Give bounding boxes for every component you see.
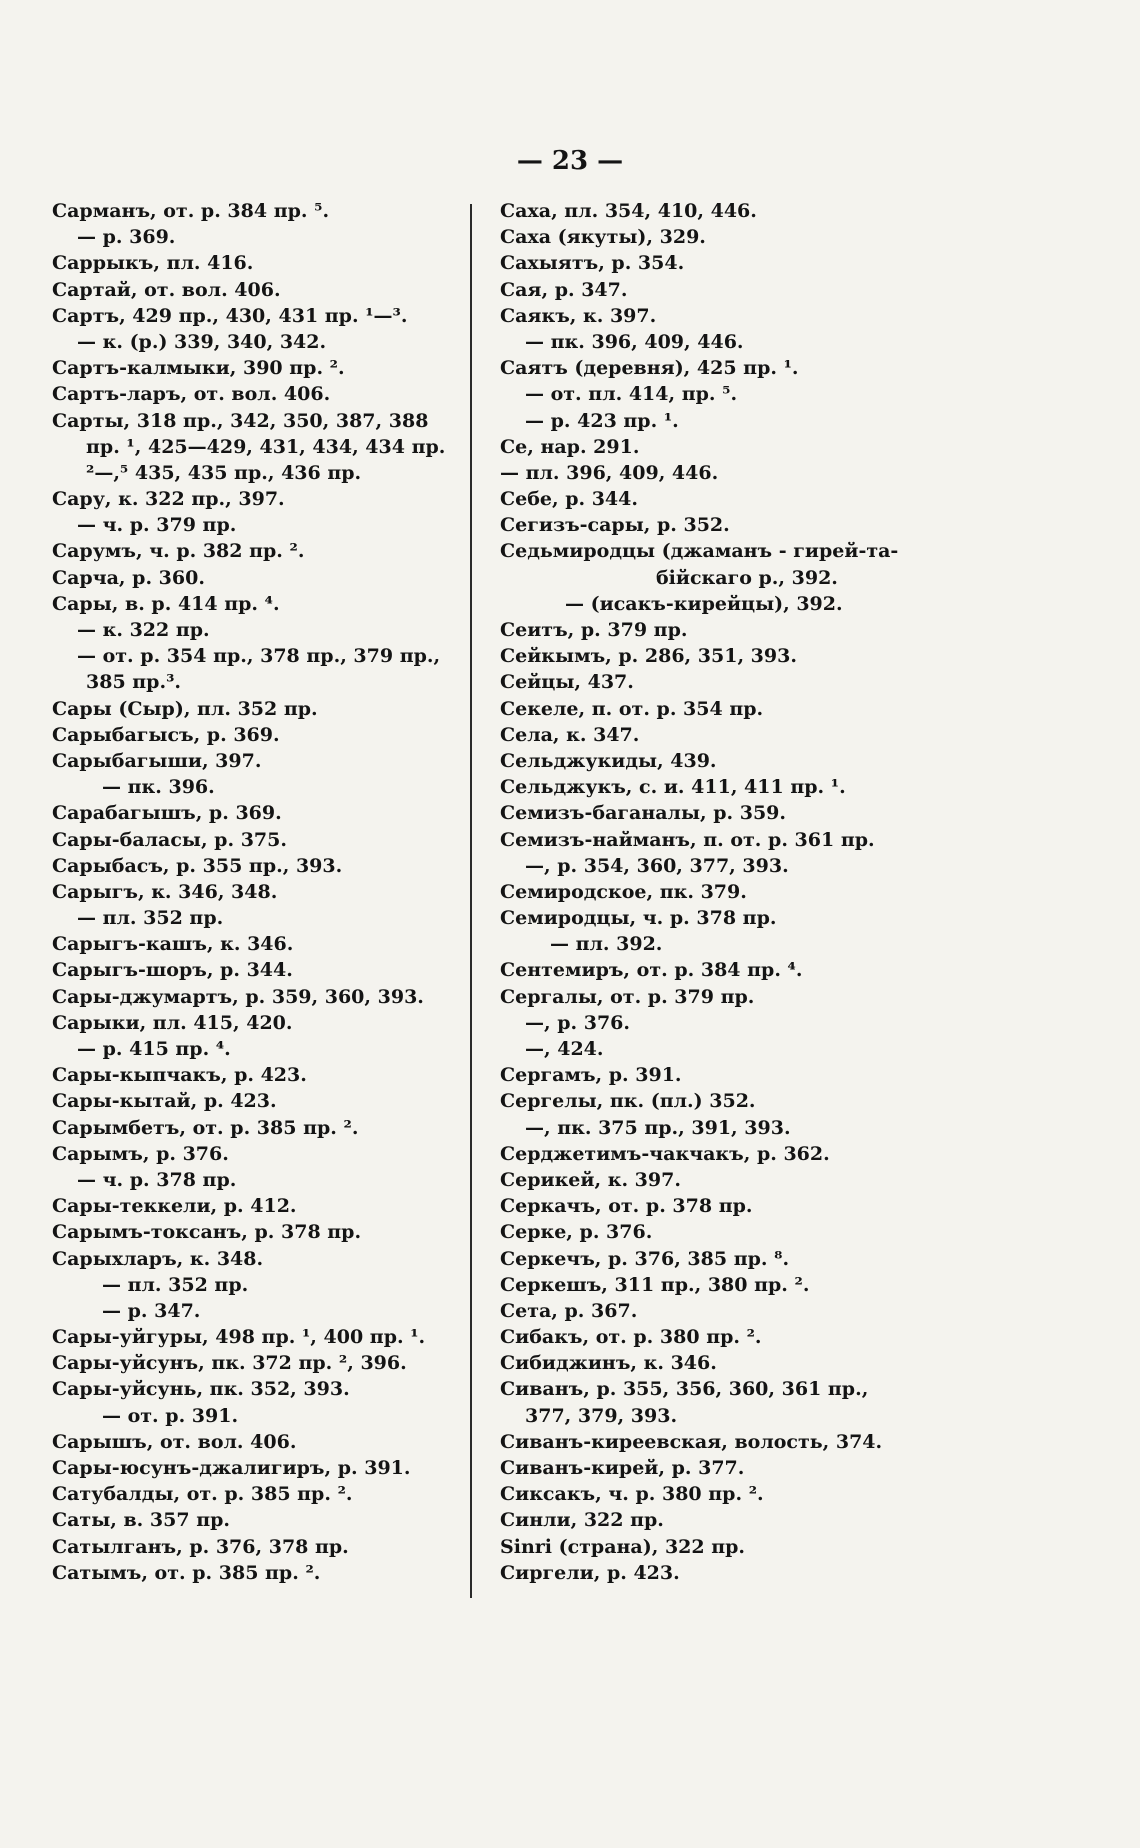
index-entry: Сары, в. р. 414 пр. ⁴.	[52, 592, 280, 615]
index-entry: Семизъ-найманъ, п. от. р. 361 пр.	[500, 828, 875, 851]
index-entry: Сарыбагысъ, р. 369.	[52, 723, 280, 746]
index-entry: Серкечъ, р. 376, 385 пр. ⁸.	[500, 1247, 790, 1270]
left-column	[52, 198, 460, 1586]
index-entry: — р. 423 пр. ¹.	[525, 409, 679, 432]
index-entry: Сары-уйсунъ, пк. 372 пр. ², 396.	[52, 1352, 407, 1375]
index-entry: Сары (Сыр), пл. 352 пр.	[52, 697, 318, 720]
index-entry: —, р. 354, 360, 377, 393.	[525, 854, 789, 877]
index-entry: Сартъ-калмыки, 390 пр. ².	[52, 357, 345, 380]
index-entry: —, р. 376.	[525, 1011, 631, 1034]
index-entry: Сарча, р. 360.	[52, 566, 205, 589]
index-entry: Сары-уйгуры, 498 пр. ¹, 400 пр. ¹.	[52, 1326, 426, 1349]
index-entry: Саятъ (деревня), 425 пр. ¹.	[500, 357, 799, 380]
index-entry: Сары-уйсунь, пк. 352, 393.	[52, 1378, 350, 1401]
index-entry: — пл. 396, 409, 446.	[500, 461, 719, 484]
index-entry: Сарыхларъ, к. 348.	[52, 1247, 264, 1270]
index-entry: Семиродское, пк. 379.	[500, 880, 747, 903]
index-entry: Саты, в. 357 пр.	[52, 1509, 230, 1532]
index-entry: Саха, пл. 354, 410, 446.	[500, 200, 757, 222]
index-entry: Села, к. 347.	[500, 723, 640, 746]
index-entry: Сейцы, 437.	[500, 671, 634, 694]
index-entry: Сельджукиды, 439.	[500, 749, 717, 772]
index-entry: Сибиджинъ, к. 346.	[500, 1352, 717, 1375]
index-entry: Семиродцы, ч. р. 378 пр.	[500, 907, 777, 930]
index-entry: Сары-юсунъ-джалигиръ, р. 391.	[52, 1457, 411, 1479]
index-entry: Сиванъ-кирей, р. 377.	[500, 1457, 745, 1479]
index-entry: — р. 415 пр. ⁴.	[77, 1038, 231, 1060]
index-entry: —, 424.	[525, 1038, 604, 1060]
index-entry: — пк. 396.	[102, 776, 215, 799]
index-entry: Сарыки, пл. 415, 420.	[52, 1011, 293, 1034]
index-entry: Сары-кытай, р. 423.	[52, 1090, 277, 1113]
index-entry: бійскаго р., 392.	[656, 566, 838, 589]
index-entry: Сейкымъ, р. 286, 351, 393.	[500, 645, 797, 668]
index-entry: Сарыбасъ, р. 355 пр., 393.	[52, 854, 343, 877]
index-entry: Секеле, п. от. р. 354 пр.	[500, 697, 764, 720]
index-entry: Сатылганъ, р. 376, 378 пр.	[52, 1535, 349, 1558]
index-entry: Сатымъ, от. р. 385 пр. ².	[52, 1561, 321, 1584]
index-entry: Седьмиродцы (джаманъ - гирей-та-	[500, 540, 899, 563]
index-entry: — пл. 352 пр.	[102, 1273, 249, 1296]
index-entry: Се, нар. 291.	[500, 435, 640, 458]
index-entry: Сартай, от. вол. 406.	[52, 278, 281, 301]
index-entry: Сарыгъ, к. 346, 348.	[52, 880, 278, 903]
index-entry: — к. (р.) 339, 340, 342.	[77, 330, 327, 353]
index-entry: Сая, р. 347.	[500, 278, 628, 301]
index-entry: Сартъ-ларъ, от. вол. 406.	[52, 383, 331, 406]
index-entry: Сарышъ, от. вол. 406.	[52, 1430, 297, 1453]
index-entry: Сиванъ-киреевская, волость, 374.	[500, 1430, 883, 1453]
index-entry: Сары-кыпчакъ, р. 423.	[52, 1064, 307, 1087]
index-entry: Сарманъ, от. р. 384 пр. ⁵.	[52, 200, 330, 222]
index-entry: — пл. 352 пр.	[77, 907, 224, 930]
index-entry: Сару, к. 322 пр., 397.	[52, 488, 285, 511]
index-entry: — от. пл. 414, пр. ⁵.	[525, 383, 738, 406]
index-entry: Сегизъ-сары, р. 352.	[500, 514, 730, 537]
index-entry: пр. ¹, 425—429, 431, 434, 434 пр.	[86, 435, 446, 458]
index-entry: Сарыгъ-шоръ, р. 344.	[52, 959, 293, 982]
index-entry: Сары-баласы, р. 375.	[52, 828, 287, 851]
index-entry: 385 пр.³.	[86, 671, 182, 694]
index-entry: Sinri (страна), 322 пр.	[500, 1535, 746, 1558]
index-entry: Сельджукъ, с. и. 411, 411 пр. ¹.	[500, 776, 846, 799]
index-entry: —, пк. 375 пр., 391, 393.	[525, 1116, 791, 1139]
index-entry: Сарымъ-токсанъ, р. 378 пр.	[52, 1221, 362, 1244]
index-entry: ²—,⁵ 435, 435 пр., 436 пр.	[86, 461, 362, 484]
index-entry: Сибакъ, от. р. 380 пр. ².	[500, 1326, 762, 1349]
index-entry: Семизъ-баганалы, р. 359.	[500, 802, 787, 825]
index-entry: Сиргели, р. 423.	[500, 1561, 680, 1584]
index-entry: — р. 347.	[102, 1299, 201, 1322]
index-entry: Сергелы, пк. (пл.) 352.	[500, 1090, 756, 1113]
index-entry: Серкачъ, от. р. 378 пр.	[500, 1195, 753, 1218]
index-entry: Сары-теккели, р. 412.	[52, 1195, 297, 1218]
index-entry: — от. р. 354 пр., 378 пр., 379 пр.,	[77, 645, 441, 668]
index-entry: Сахыятъ, р. 354.	[500, 252, 685, 275]
index-entry: Сарты, 318 пр., 342, 350, 387, 388	[52, 409, 429, 432]
index-entry: Сиванъ, р. 355, 356, 360, 361 пр.,	[500, 1378, 869, 1401]
index-entry: Себе, р. 344.	[500, 488, 638, 511]
index-entry: Сентемиръ, от. р. 384 пр. ⁴.	[500, 959, 803, 982]
index-entry: Серикей, к. 397.	[500, 1168, 681, 1191]
index-entry: Сиксакъ, ч. р. 380 пр. ².	[500, 1483, 764, 1506]
index-entry: Синли, 322 пр.	[500, 1509, 664, 1532]
index-entry: Серкешъ, 311 пр., 380 пр. ².	[500, 1273, 810, 1296]
index-entry: Сета, р. 367.	[500, 1299, 638, 1322]
index-entry: Сары-джумартъ, р. 359, 360, 393.	[52, 985, 424, 1008]
index-entry: — ч. р. 378 пр.	[77, 1168, 237, 1191]
right-column	[500, 198, 920, 1586]
page-number: — 23 —	[516, 146, 624, 176]
index-entry: — от. р. 391.	[102, 1404, 239, 1427]
index-entry: Сергамъ, р. 391.	[500, 1064, 682, 1087]
index-entry: Саррыкъ, пл. 416.	[52, 252, 254, 275]
index-entry: Сарымбетъ, от. р. 385 пр. ².	[52, 1116, 359, 1139]
index-entry: — р. 369.	[77, 226, 176, 249]
index-entry: Сеитъ, р. 379 пр.	[500, 619, 688, 641]
index-entry: — к. 322 пр.	[77, 619, 210, 641]
index-entry: — пк. 396, 409, 446.	[525, 330, 744, 353]
index-entry: — ч. р. 379 пр.	[77, 514, 237, 537]
index-entry: Сарумъ, ч. р. 382 пр. ².	[52, 540, 305, 563]
index-entry: Сарыбагыши, 397.	[52, 749, 262, 772]
index-entry: 377, 379, 393.	[525, 1404, 678, 1427]
index-entry: Сарабагышъ, р. 369.	[52, 802, 282, 825]
index-entry: Сергалы, от. р. 379 пр.	[500, 985, 755, 1008]
index-entry: Сатубалды, от. р. 385 пр. ².	[52, 1483, 353, 1506]
index-entry: Серке, р. 376.	[500, 1221, 653, 1244]
column-divider	[470, 204, 472, 1598]
index-entry: — (исакъ-кирейцы), 392.	[565, 592, 843, 615]
index-entry: Сарымъ, р. 376.	[52, 1142, 229, 1165]
index-entry: Саха (якуты), 329.	[500, 226, 706, 249]
index-entry: Серджетимъ-чакчакъ, р. 362.	[500, 1142, 830, 1165]
index-entry: Сартъ, 429 пр., 430, 431 пр. ¹—³.	[52, 304, 408, 327]
index-entry: — пл. 392.	[550, 933, 663, 956]
index-entry: Саякъ, к. 397.	[500, 304, 657, 327]
index-entry: Сарыгъ-кашъ, к. 346.	[52, 933, 294, 956]
